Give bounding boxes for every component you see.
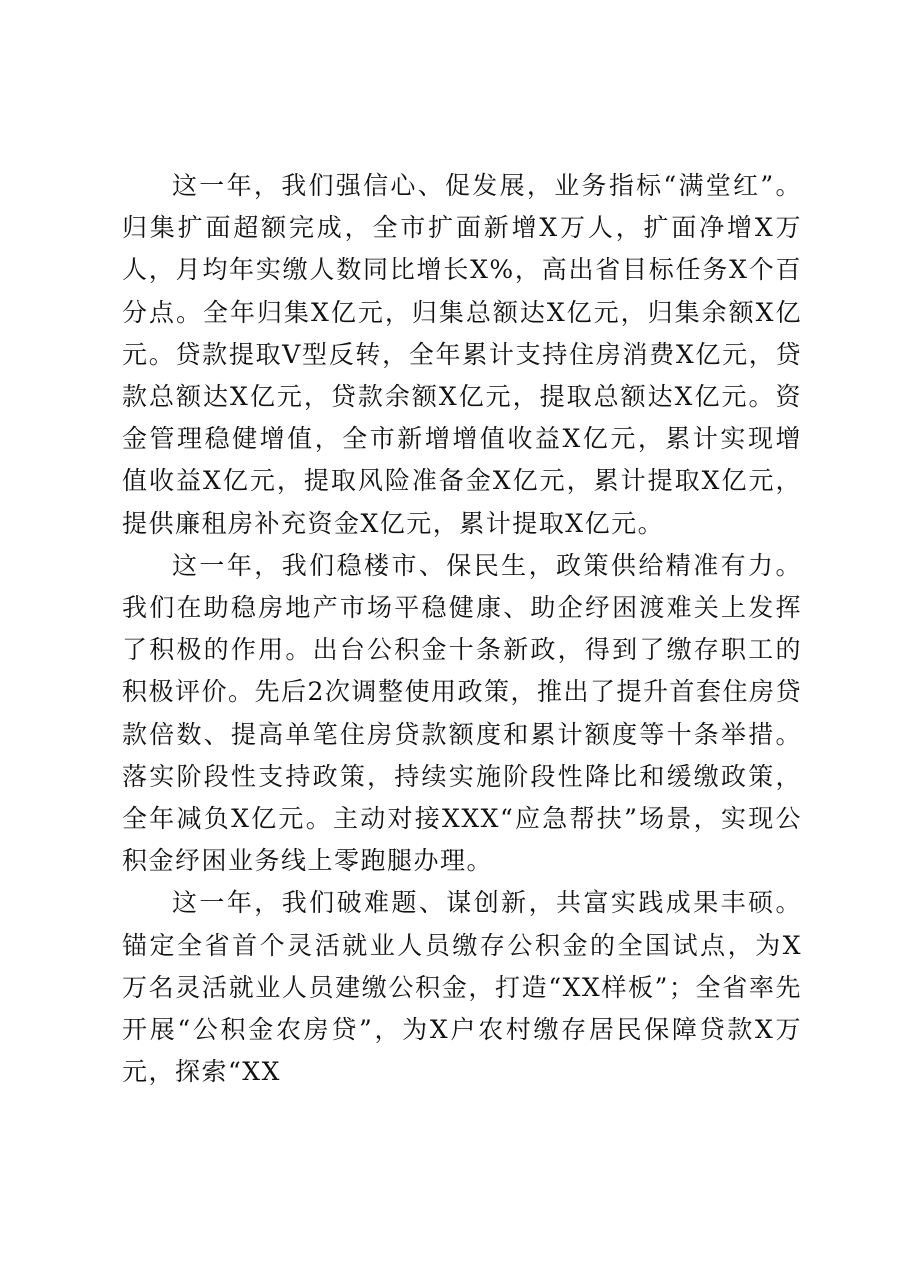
paragraph-policy-supply: 这一年，我们稳楼市、保民生，政策供给精准有力。我们在助稳房地产市场平稳健康、助企纾困渡难关上发挥了积极的作用。出台公积金十条新政，得到了缴存职工的积极评价。先后2次调整使用政策，推出了提升首套住房贷款倍数、提高单笔住房贷款额度和累计额度等十条举措。落实阶段性支持政策，持续实施阶段性降比和缓缴政策，全年减负X亿元。主动对接XXX“应急帮扶”场景，实现公积金纾困业务线上零跑腿办理。 [122,550,802,876]
document-body [122,165,802,1093]
paragraph-business-indicators: 这一年，我们强信心、促发展，业务指标“满堂红”。归集扩面超额完成，全市扩面新增X万人，扩面净增X万人，月均年实缴人数同比增长X%，高出省目标任务X个百分点。全年归集X亿元，归集总额达X亿元，归集余额X亿元。贷款提取V型反转，全年累计支持住房消费X亿元，贷款总额达X亿元，贷款余额X亿元，提取总额达X亿元。资金管理稳健增值，全市新增增值收益X亿元，累计实现增值收益X亿元，提取风险准备金X亿元，累计提取X亿元，提供廉租房补充资金X亿元，累计提取X亿元。 [122,171,802,538]
paragraph-common-prosperity: 这一年，我们破难题、谋创新，共富实践成果丰硕。锚定全省首个灵活就业人员缴存公积金的全国试点，为X万名灵活就业人员建缴公积金，打造“XX样板”；全省率先开展“公积金农房贷”，为X户农村缴存居民保障贷款X万元，探索“XX [122,888,802,1087]
